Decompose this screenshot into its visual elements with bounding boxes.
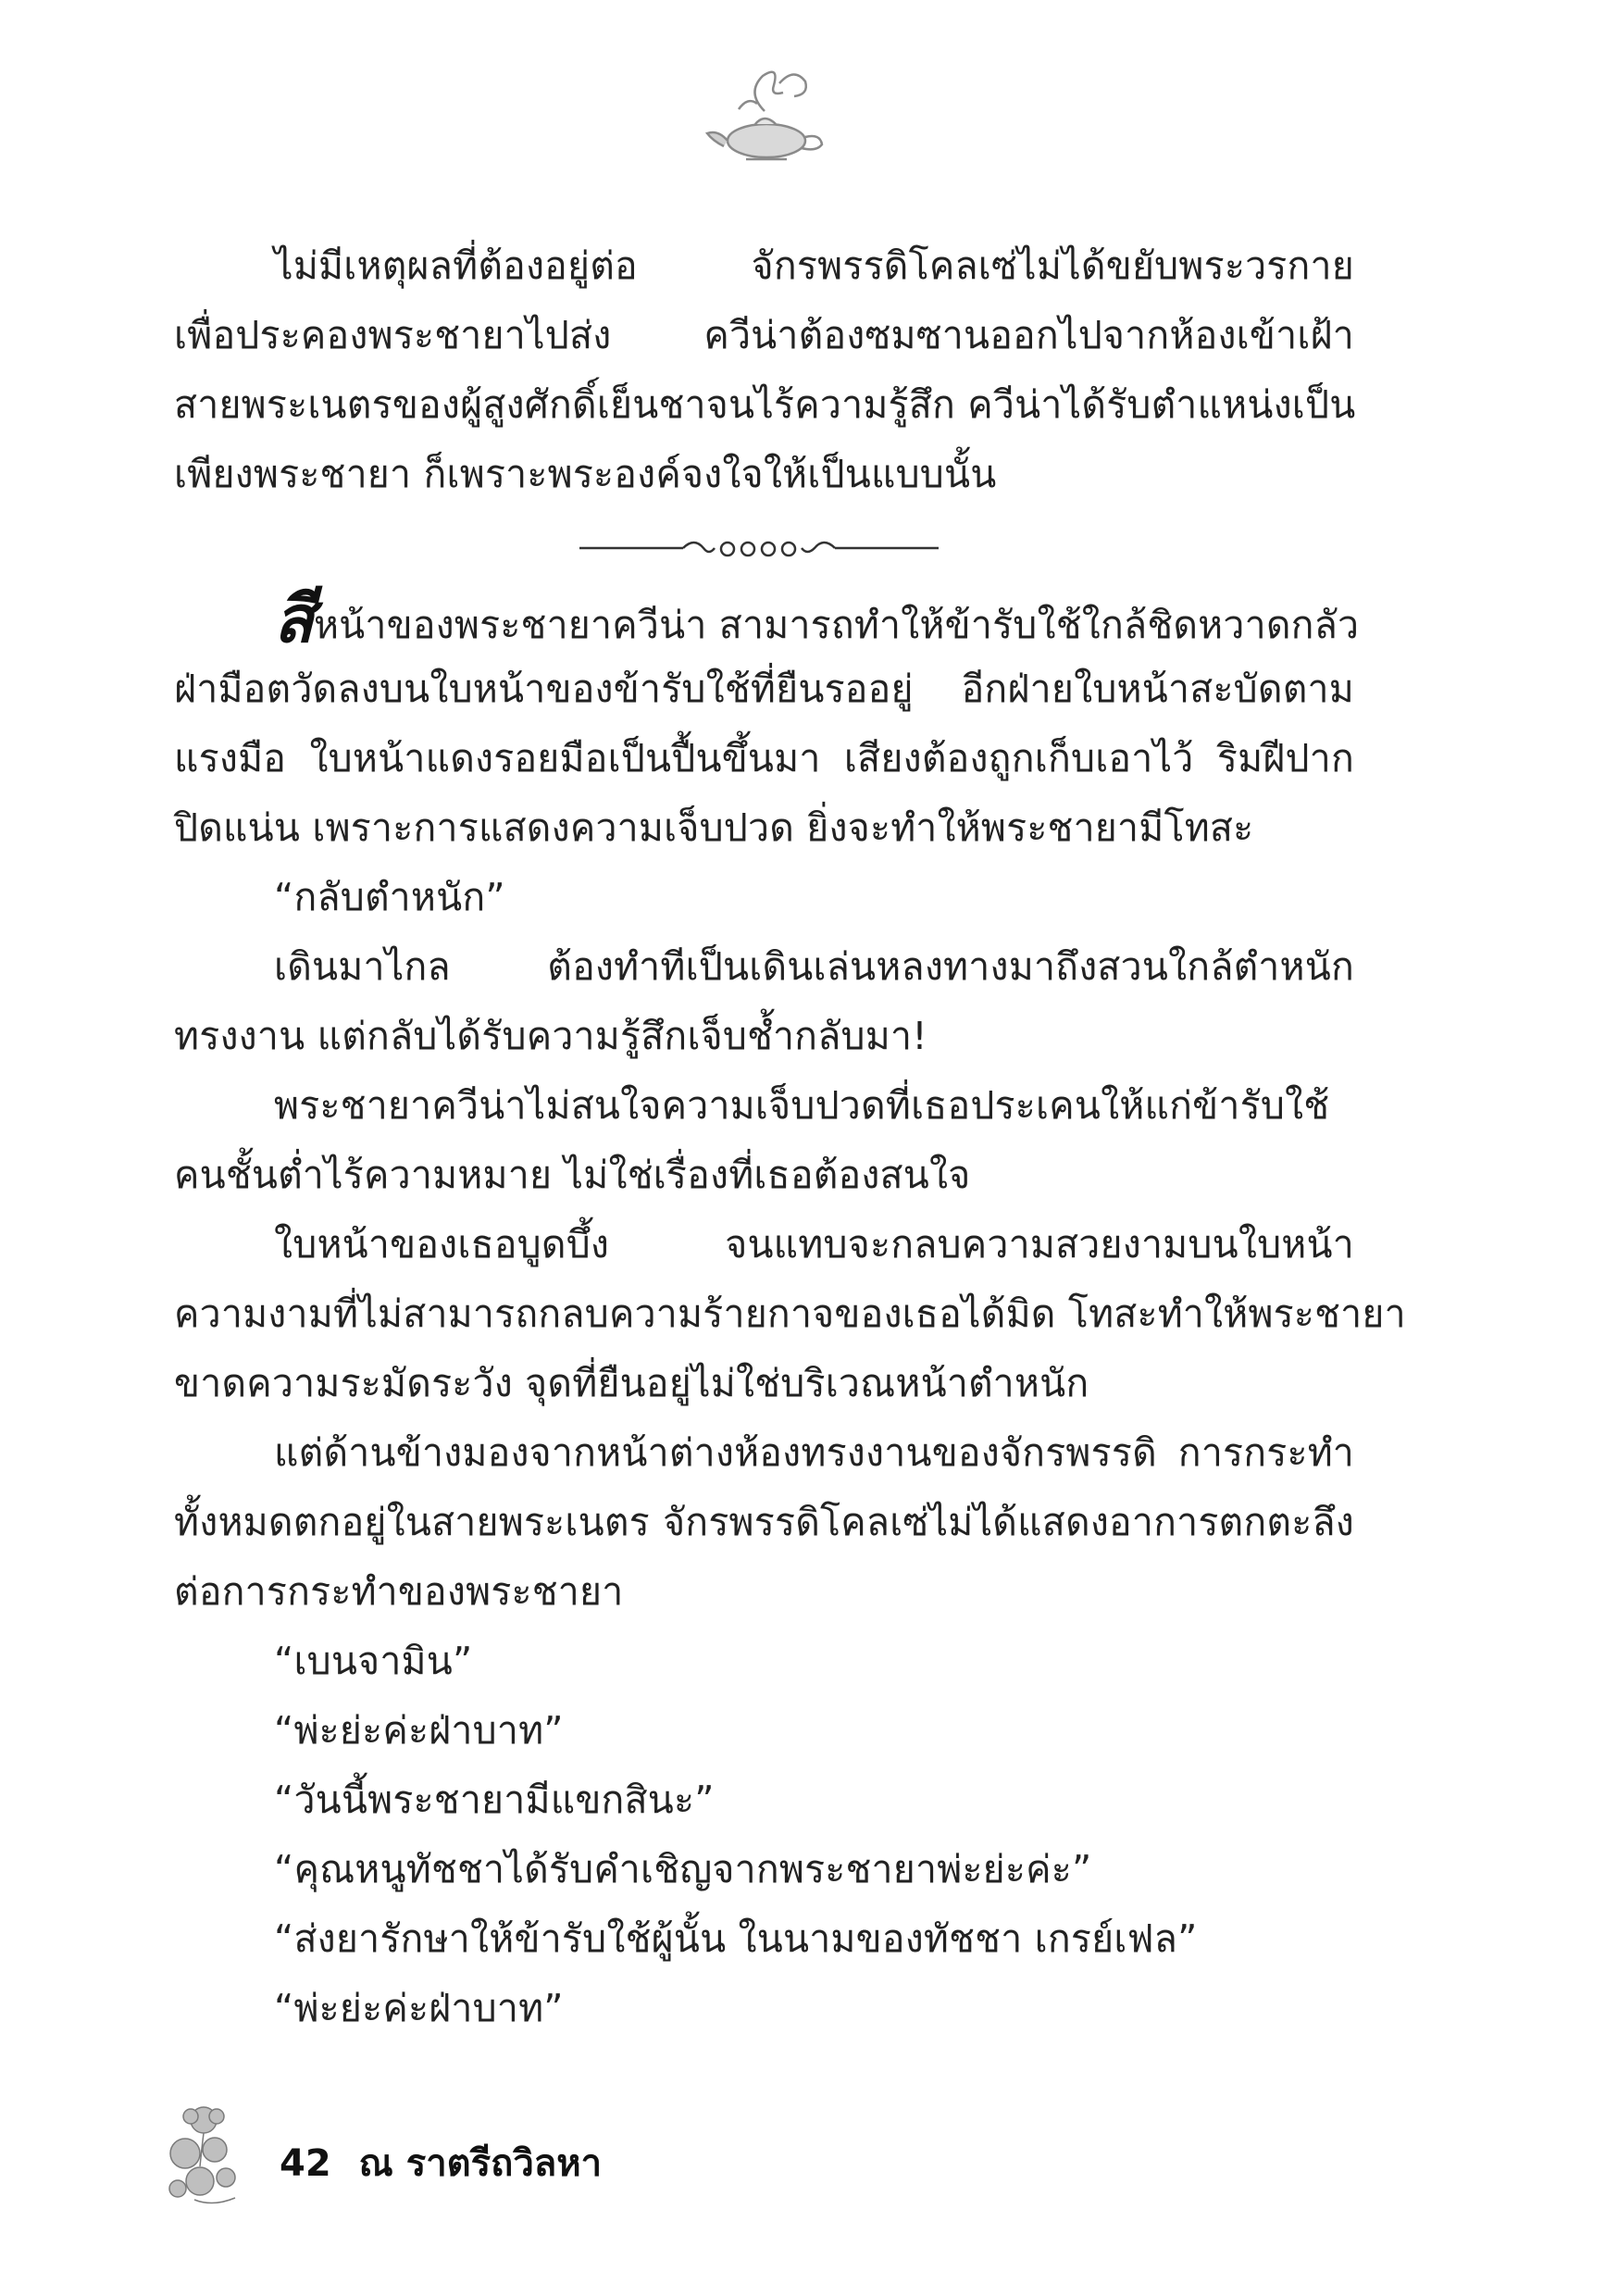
- text-line: ฝ่ามือตวัดลงบนใบหน้าของข้ารับใช้ที่ยืนรออยู่ อีกฝ่ายใบหน้าสะบัดตาม: [174, 667, 1354, 711]
- text-line: ปิดแน่น เพราะการแสดงความเจ็บปวด ยิ่งจะทำให้พระชายามีโทสะ: [174, 805, 1254, 850]
- scroll-separator-icon: [574, 531, 944, 565]
- book-title: ณ ราตรีถวิลหา: [358, 2142, 603, 2185]
- text-line: ต่อการกระทำของพระชายา: [174, 1569, 624, 1614]
- footer-text: [280, 2133, 629, 2192]
- text-line-rest: หน้าของพระชายาควีน่า สามารถทำให้ข้ารับใช้ใกล้ชิดหวาดกลัว: [313, 603, 1360, 647]
- dropcap: สี: [274, 581, 314, 657]
- text-line: พระชายาควีน่าไม่สนใจความเจ็บปวดที่เธอประเคนให้แก่ข้ารับใช้: [274, 1083, 1330, 1128]
- dialogue-line: “วันนี้พระชายามีแขกสินะ”: [274, 1778, 715, 1822]
- dialogue-line: “เบนจามิน”: [274, 1639, 473, 1683]
- flower-ornament-icon: [157, 2092, 250, 2213]
- page-number: 42: [280, 2142, 331, 2185]
- text-line: เพียงพระชายา ก็เพราะพระองค์จงใจให้เป็นแบบนั้น: [174, 452, 997, 496]
- page-footer: [157, 2092, 713, 2213]
- dialogue-line: “ส่งยารักษาให้ข้ารับใช้ผู้นั้น ในนามของทัชชา เกรย์เฟล”: [274, 1916, 1198, 1961]
- dialogue-line: “กลับตำหนัก”: [274, 875, 505, 919]
- text-line-dropcap: [174, 581, 1360, 657]
- paragraph-block-1: [174, 231, 1354, 509]
- text-line: แต่ด้านข้างมองจากหน้าต่างห้องทรงงานของจักรพรรดิ การกระทำ: [274, 1430, 1354, 1475]
- text-line: เพื่อประคองพระชายาไปส่ง ควีน่าต้องซมซานออกไปจากห้องเข้าเฝ้า: [174, 313, 1354, 357]
- text-line: ทรงงาน แต่กลับได้รับความรู้สึกเจ็บช้ำกลับมา!: [174, 1014, 927, 1058]
- text-line: เดินมาไกล ต้องทำทีเป็นเดินเล่นหลงทางมาถึงสวนใกล้ตำหนัก: [274, 944, 1354, 989]
- paragraph-block-2: [174, 581, 1406, 2043]
- text-line: คนชั้นต่ำไร้ความหมาย ไม่ใช่เรื่องที่เธอต้องสนใจ: [174, 1153, 971, 1197]
- dialogue-line: “พ่ะย่ะค่ะฝ่าบาท”: [274, 1708, 564, 1753]
- text-line: ใบหน้าของเธอบูดบึ้ง จนแทบจะกลบความสวยงามบนใบหน้า: [274, 1222, 1354, 1267]
- text-line: ทั้งหมดตกอยู่ในสายพระเนตร จักรพรรดิโคลเซ่ไม่ได้แสดงอาการตกตะลึง: [174, 1500, 1354, 1544]
- text-line: ความงามที่ไม่สามารถกลบความร้ายกาจของเธอได้มิด โทสะทำให้พระชายา: [174, 1292, 1406, 1336]
- text-line: ไม่มีเหตุผลที่ต้องอยู่ต่อ จักรพรรดิโคลเซ่ไม่ได้ขยับพระวรกาย: [274, 243, 1354, 288]
- dialogue-line: “พ่ะย่ะค่ะฝ่าบาท”: [274, 1986, 564, 2030]
- dialogue-line: “คุณหนูทัชชาได้รับคำเชิญจากพระชายาพ่ะย่ะค่ะ”: [274, 1847, 1092, 1891]
- text-line: ขาดความระมัดระวัง จุดที่ยืนอยู่ไม่ใช่บริเวณหน้าตำหนัก: [174, 1361, 1089, 1405]
- text-line: สายพระเนตรของผู้สูงศักดิ์เย็นชาจนไร้ความรู้สึก ควีน่าได้รับตำแหน่งเป็น: [174, 382, 1356, 427]
- teapot-ornament-icon: [691, 56, 839, 171]
- text-line: แรงมือ ใบหน้าแดงรอยมือเป็นปื้นขึ้นมา เสียงต้องถูกเก็บเอาไว้ ริมฝีปาก: [174, 736, 1354, 780]
